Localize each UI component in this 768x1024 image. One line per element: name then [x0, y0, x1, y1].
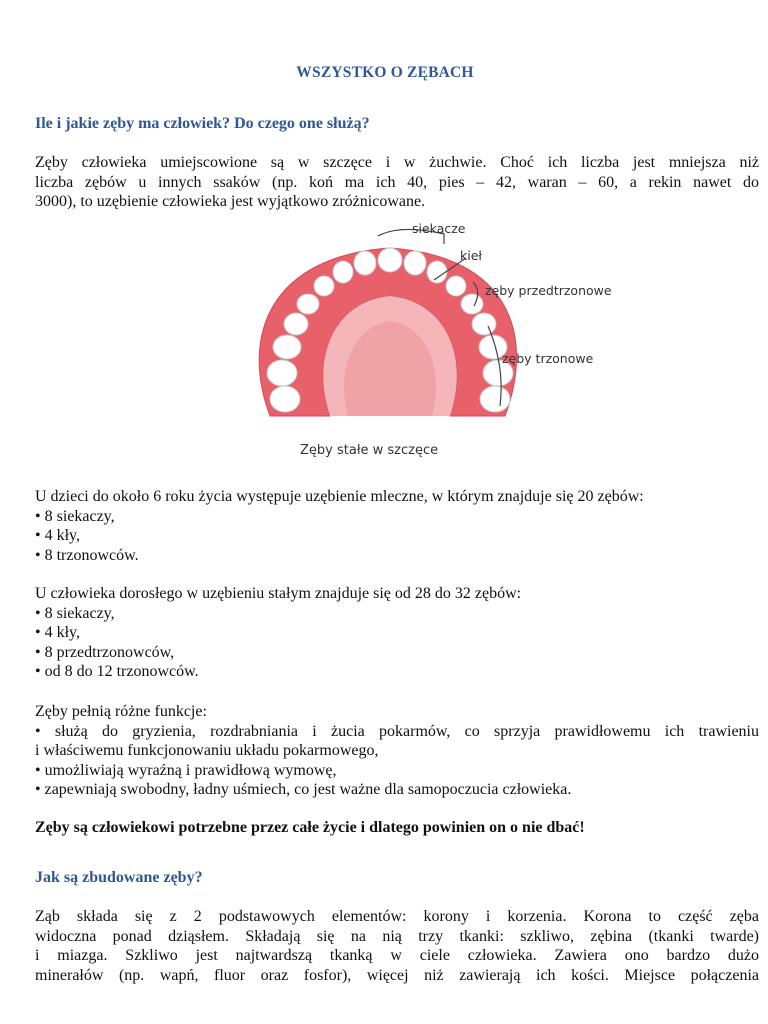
label-canine: kieł — [460, 248, 482, 263]
tooth — [378, 248, 402, 272]
emphasis-statement: Zęby są człowiekowi potrzebne przez całe życie i dlatego powinien on o nie dbać! — [35, 819, 585, 836]
tooth — [446, 276, 466, 296]
adult-teeth-block — [35, 584, 759, 682]
intro-line: liczba zębów u innych ssaków (np. koń ma ich 40, pies – 42, waran – 60, a rekin nawet do — [35, 173, 759, 191]
section-heading-structure: Jak są zbudowane zęby? — [35, 869, 203, 886]
tooth — [461, 294, 483, 314]
tooth — [480, 386, 510, 412]
functions-block — [35, 702, 759, 800]
diagram-caption: Zęby stałe w szczęce — [300, 443, 439, 458]
section-heading-teeth-count: Ile i jakie zęby ma człowiek? Do czego one służą? — [35, 115, 370, 132]
tooth — [354, 251, 376, 275]
list-item: • zapewniają swobodny, ładny uśmiech, co jest ważne dla samopoczucia człowieka. — [35, 781, 572, 798]
teeth-diagram — [230, 216, 630, 466]
page-title: WSZYSTKO O ZĘBACH — [296, 64, 474, 81]
intro-line: 3000), to uzębienie człowieka jest wyjątkowo zróżnicowane. — [35, 193, 426, 210]
children-teeth-block — [35, 487, 759, 565]
structure-paragraph — [35, 907, 759, 985]
tooth — [314, 276, 334, 296]
list-item: • 8 trzonowców. — [35, 546, 139, 564]
tooth — [297, 294, 319, 314]
tooth — [427, 261, 447, 283]
functions-intro: Zęby pełnią różne funkcje: — [35, 703, 207, 720]
children-intro: U dzieci do około 6 roku życia występuje uzębienie mleczne, w którym znajduje się 20 zębów: — [35, 488, 644, 505]
list-item: • 4 kły, — [35, 624, 81, 641]
structure-line: widoczna ponad dziąsłem. Składają się na nią trzy tkanki: szkliwo, zębina (tkanki twarde) — [35, 927, 759, 945]
list-item: • służą do gryzienia, rozdrabniania i żucia pokarmów, co sprzyja prawidłowemu ich trawieniu — [35, 722, 759, 740]
tooth — [404, 251, 426, 275]
tooth — [284, 313, 308, 335]
structure-line: Ząb składa się z 2 podstawowych elementów: korony i korzenia. Korona to część zęba — [35, 908, 759, 925]
list-item: • 8 siekaczy, — [35, 604, 115, 622]
list-item: • 8 przedtrzonowców, — [35, 643, 175, 661]
label-molars: zęby trzonowe — [502, 351, 594, 366]
tooth — [472, 313, 496, 335]
list-item: • 4 kły, — [35, 527, 81, 544]
tooth — [273, 335, 301, 359]
upper-jaw-illustration — [230, 216, 630, 466]
label-premolars: zęby przedtrzonowe — [485, 283, 612, 298]
tooth — [267, 360, 297, 386]
list-item: • 8 siekaczy, — [35, 507, 115, 525]
intro-line: Zęby człowieka umiejscowione są w szczęce i w żuchwie. Choć ich liczba jest mniejsza niż — [35, 154, 759, 171]
structure-line: minerałów (np. wapń, fluor oraz fosfor), więcej niż zawierają ich kości. Miejsce połączenia — [35, 966, 759, 984]
adults-intro: U człowieka dorosłego w uzębieniu stałym znajduje się od 28 do 32 zębów: — [35, 585, 522, 602]
list-item: • umożliwiają wyraźną i prawidłową wymowę, — [35, 761, 337, 779]
label-incisors: siekacze — [412, 221, 466, 236]
structure-line: i miazga. Szkliwo jest najtwardszą tkanką w ciele człowieka. Zawiera ono bardzo dużo — [35, 947, 759, 964]
list-item: • od 8 do 12 trzonowców. — [35, 663, 199, 680]
list-item-continuation: i właściwemu funkcjonowaniu układu pokarmowego, — [35, 742, 379, 759]
intro-paragraph — [35, 153, 759, 212]
tooth — [333, 261, 353, 283]
tooth — [270, 386, 300, 412]
